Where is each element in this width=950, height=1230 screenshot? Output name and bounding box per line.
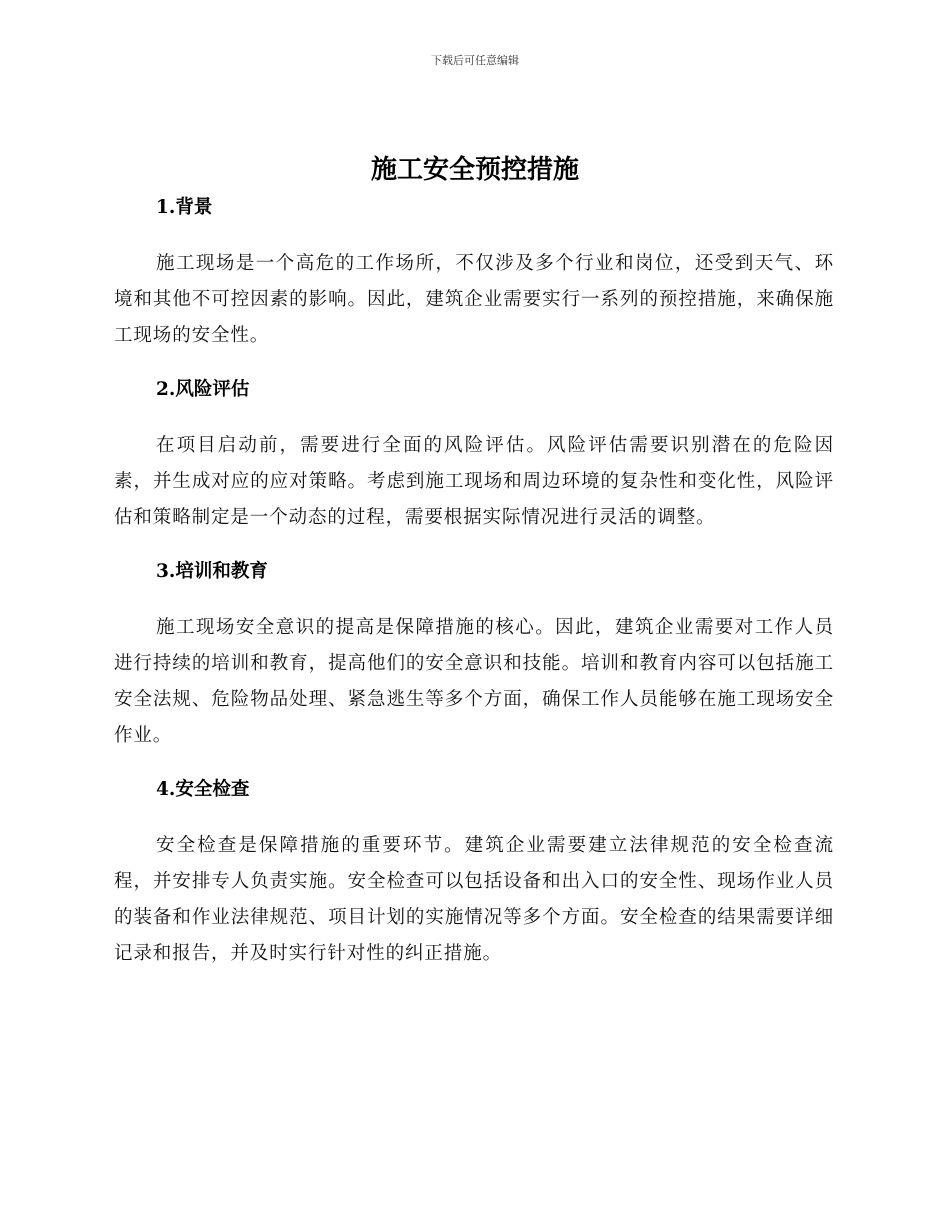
section-safety-inspection xyxy=(114,772,834,972)
document-title: 施工安全预控措施 xyxy=(370,155,579,185)
section-risk-assessment xyxy=(114,372,834,554)
section-paragraph: 在项目启动前，需要进行全面的风险评估。风险评估需要识别潜在的危险因素，并生成对应的应对策略。考虑到施工现场和周边环境的复杂性和变化性，风险评估和策略制定是一个动态的过程，需要根据实际情况进行灵活的调整。 xyxy=(114,435,834,528)
section-training xyxy=(114,554,834,772)
section-heading: 4.安全检查 xyxy=(156,779,250,800)
section-heading: 1.背景 xyxy=(156,197,213,218)
section-heading: 3.培训和教育 xyxy=(156,561,268,582)
document-body xyxy=(114,190,834,972)
section-paragraph: 安全检查是保障措施的重要环节。建筑企业需要建立法律规范的安全检查流程，并安排专人负责实施。安全检查可以包括设备和出入口的安全性、现场作业人员的装备和作业法律规范、项目计划的实施情况等多个方面。安全检查的结果需要详细记录和报告，并及时实行针对性的纠正措施。 xyxy=(114,835,834,964)
section-background xyxy=(114,190,834,372)
section-heading: 2.风险评估 xyxy=(156,379,250,400)
section-paragraph: 施工现场是一个高危的工作场所，不仅涉及多个行业和岗位，还受到天气、环境和其他不可控因素的影响。因此，建筑企业需要实行一系列的预控措施，来确保施工现场的安全性。 xyxy=(114,253,834,346)
page-header: 下载后可任意编辑 xyxy=(431,54,519,67)
section-paragraph: 施工现场安全意识的提高是保障措施的核心。因此，建筑企业需要对工作人员进行持续的培训和教育，提高他们的安全意识和技能。培训和教育内容可以包括施工安全法规、危险物品处理、紧急逃生等多个方面，确保工作人员能够在施工现场安全作业。 xyxy=(114,617,834,746)
